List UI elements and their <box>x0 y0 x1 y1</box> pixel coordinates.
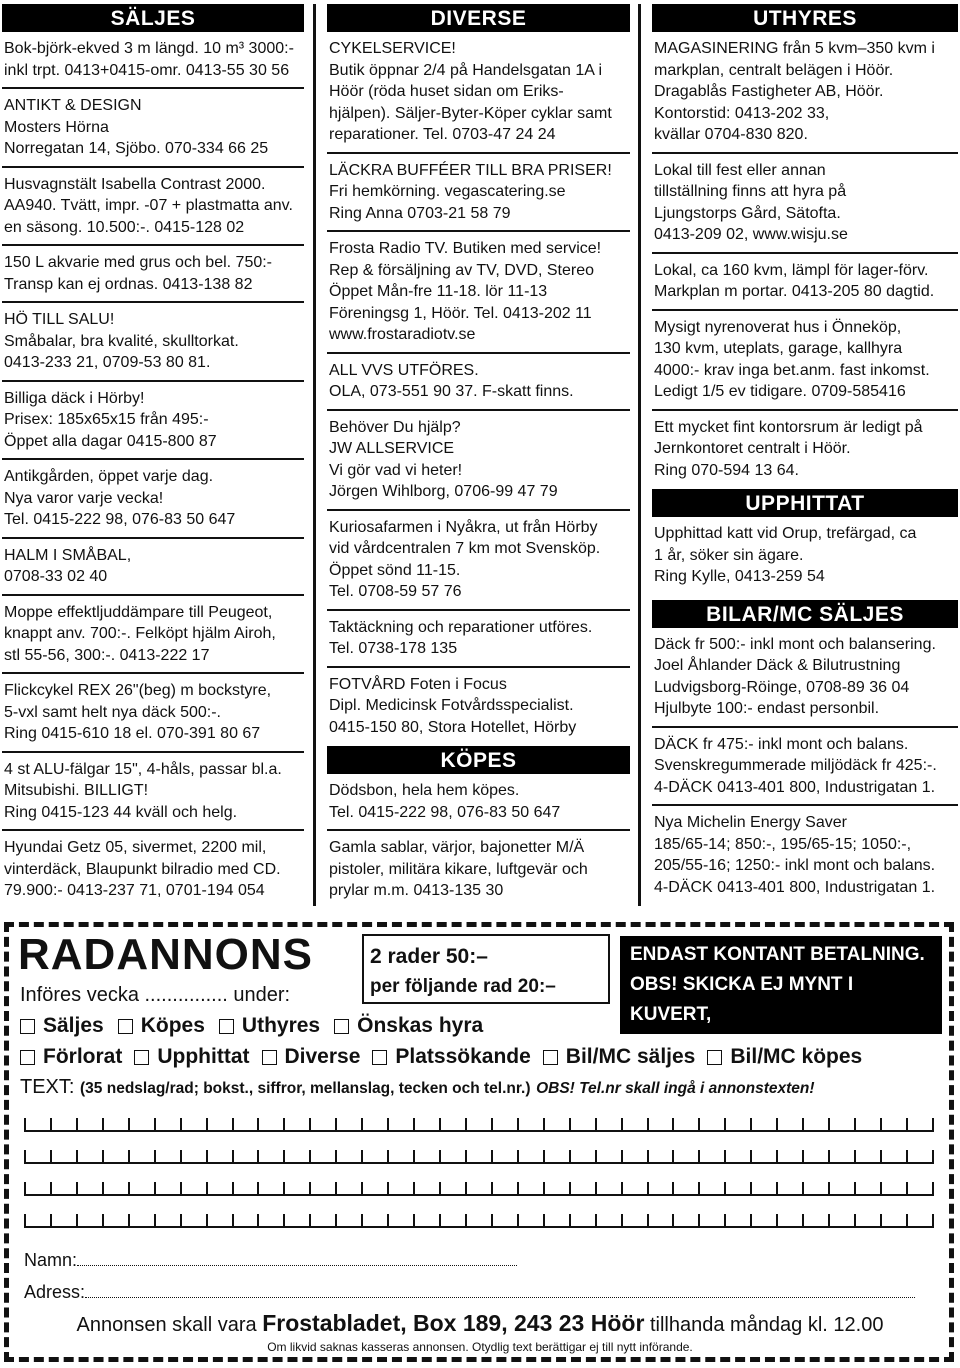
character-cell[interactable] <box>672 1150 698 1164</box>
category-label: Önskas hyra <box>357 1014 484 1037</box>
category-row <box>20 1045 862 1069</box>
classified-ad: HÖ TILL SALU! Småbalar, bra kvalité, skulltorkat. 0413-233 21, 0709-53 80 81. <box>2 303 304 382</box>
character-cell[interactable] <box>724 1150 750 1164</box>
character-cell[interactable] <box>335 1214 361 1228</box>
checkbox[interactable] <box>262 1050 277 1065</box>
submit-address: Frostabladet, Box 189, 243 23 Höör <box>262 1310 645 1336</box>
character-cell[interactable] <box>439 1182 465 1196</box>
character-cell[interactable] <box>76 1118 102 1132</box>
classified-ad: Lokal, ca 160 kvm, lämpl för lager-förv. Markplan m portar. 0413-205 80 dagtid. <box>652 254 958 311</box>
character-cell[interactable] <box>647 1182 673 1196</box>
character-cell[interactable] <box>543 1150 569 1164</box>
category-label: Förlorat <box>43 1045 123 1068</box>
category-row <box>20 1014 483 1038</box>
classified-ad: ALL VVS UTFÖRES. OLA, 073-551 90 37. F-skatt finns. <box>327 354 630 411</box>
character-cell[interactable] <box>621 1118 647 1132</box>
character-cell[interactable] <box>880 1150 906 1164</box>
character-cell[interactable] <box>465 1150 491 1164</box>
character-cell[interactable] <box>128 1182 154 1196</box>
character-cell[interactable] <box>413 1118 439 1132</box>
character-cell[interactable] <box>543 1214 569 1228</box>
checkbox[interactable] <box>334 1019 349 1034</box>
character-cell[interactable] <box>128 1118 154 1132</box>
notice-line: OBS! SKICKA EJ MYNT I KUVERT, <box>630 974 854 1025</box>
category-option[interactable] <box>334 1014 483 1038</box>
character-cell[interactable] <box>465 1182 491 1196</box>
character-cell[interactable] <box>154 1182 180 1196</box>
classified-ad: ANTIKT & DESIGN Mosters Hörna Norregatan 14, Sjöbo. 070-334 66 25 <box>2 89 304 168</box>
character-cell[interactable] <box>854 1214 880 1228</box>
character-cell[interactable] <box>698 1182 724 1196</box>
category-option[interactable] <box>134 1045 249 1069</box>
classified-ad: Antikgården, öppet varje dag. Nya varor varje vecka! Tel. 0415-222 98, 076-83 50 647 <box>2 460 304 539</box>
character-cell[interactable] <box>413 1182 439 1196</box>
character-cell[interactable] <box>569 1118 595 1132</box>
character-cell[interactable] <box>854 1182 880 1196</box>
character-cell[interactable] <box>232 1214 258 1228</box>
category-label: Köpes <box>140 1014 205 1037</box>
character-cell[interactable] <box>361 1150 387 1164</box>
character-cell[interactable] <box>517 1182 543 1196</box>
character-cell[interactable] <box>647 1150 673 1164</box>
character-cell[interactable] <box>621 1182 647 1196</box>
character-cell[interactable] <box>283 1214 309 1228</box>
text-entry-row[interactable] <box>24 1150 934 1164</box>
character-cell[interactable] <box>595 1214 621 1228</box>
classified-ad: 4 st ALU-fälgar 15", 4-håls, passar bl.a. Mitsubishi. BILLIGT! Ring 0415-123 44 kväll och helg. <box>2 753 304 832</box>
category-label: Uthyres <box>241 1014 321 1037</box>
section-heading-uthyres: UTHYRES <box>652 4 958 32</box>
character-cell[interactable] <box>24 1118 50 1132</box>
character-cell[interactable] <box>335 1118 361 1132</box>
text-entry-row[interactable] <box>24 1214 934 1228</box>
price-extra-row: per följande rad 20:– <box>370 976 556 997</box>
character-cell[interactable] <box>309 1214 335 1228</box>
character-cell[interactable] <box>102 1118 128 1132</box>
character-cell[interactable] <box>724 1182 750 1196</box>
classified-ad: Bok-björk-ekved 3 m längd. 10 m³ 3000:- inkl trpt. 0413+0415-omr. 0413-55 30 56 <box>2 32 304 89</box>
character-cell[interactable] <box>439 1214 465 1228</box>
character-cell[interactable] <box>102 1150 128 1164</box>
category-option[interactable] <box>543 1045 696 1069</box>
character-cell[interactable] <box>828 1150 854 1164</box>
category-label: Bil/MC köpes <box>730 1045 863 1068</box>
character-cell[interactable] <box>776 1182 802 1196</box>
character-cell[interactable] <box>595 1150 621 1164</box>
character-cell[interactable] <box>776 1118 802 1132</box>
character-cell[interactable] <box>647 1214 673 1228</box>
character-cell[interactable] <box>309 1118 335 1132</box>
character-cell[interactable] <box>76 1150 102 1164</box>
character-cell[interactable] <box>50 1182 76 1196</box>
character-cell[interactable] <box>387 1118 413 1132</box>
checkbox[interactable] <box>543 1050 558 1065</box>
address-label: Adress: <box>24 1282 86 1302</box>
character-cell[interactable] <box>387 1150 413 1164</box>
character-cell[interactable] <box>465 1214 491 1228</box>
character-cell[interactable] <box>569 1150 595 1164</box>
character-cell[interactable] <box>206 1182 232 1196</box>
character-cell[interactable] <box>906 1118 934 1132</box>
character-cell[interactable] <box>361 1182 387 1196</box>
category-option[interactable] <box>20 1014 104 1038</box>
character-cell[interactable] <box>491 1118 517 1132</box>
character-cell[interactable] <box>154 1214 180 1228</box>
character-cell[interactable] <box>724 1118 750 1132</box>
character-cell[interactable] <box>802 1150 828 1164</box>
character-cell[interactable] <box>854 1150 880 1164</box>
character-cell[interactable] <box>76 1214 102 1228</box>
text-instructions <box>20 1076 815 1099</box>
character-cell[interactable] <box>361 1214 387 1228</box>
character-cell[interactable] <box>180 1182 206 1196</box>
character-cell[interactable] <box>906 1214 934 1228</box>
category-option[interactable] <box>707 1045 862 1069</box>
category-label: Upphittat <box>157 1045 250 1068</box>
character-cell[interactable] <box>180 1214 206 1228</box>
character-cell[interactable] <box>517 1150 543 1164</box>
form-title: RADANNONS <box>18 930 313 979</box>
character-cell[interactable] <box>698 1118 724 1132</box>
classified-ad: LÄCKRA BUFFÉER TILL BRA PRISER! Fri hemkörning. vegascatering.se Ring Anna 0703-21 58 79 <box>327 154 630 233</box>
character-cell[interactable] <box>102 1214 128 1228</box>
character-cell[interactable] <box>569 1214 595 1228</box>
section-heading-diverse: DIVERSE <box>327 4 630 32</box>
payment-notice <box>620 936 942 1055</box>
character-cell[interactable] <box>180 1118 206 1132</box>
classified-ad: Billiga däck i Hörby! Prisex: 185x65x15 från 495:- Öppet alla dagar 0415-800 87 <box>2 382 304 461</box>
character-cell[interactable] <box>621 1214 647 1228</box>
character-cell[interactable] <box>335 1150 361 1164</box>
character-cell[interactable] <box>672 1182 698 1196</box>
character-cell[interactable] <box>802 1182 828 1196</box>
classified-ad: Gamla sablar, värjor, bajonetter M/Ä pistoler, militära kikare, luftgevär och prylar m.m. 0413-135 30 <box>329 839 588 899</box>
column-saljes <box>2 4 304 908</box>
character-cell[interactable] <box>880 1214 906 1228</box>
character-cell[interactable] <box>50 1214 76 1228</box>
character-cell[interactable] <box>50 1118 76 1132</box>
character-cell[interactable] <box>413 1214 439 1228</box>
checkbox[interactable] <box>20 1050 35 1065</box>
character-cell[interactable] <box>776 1150 802 1164</box>
classified-ad: Flickcykel REX 26"(beg) m bockstyre, 5-vxl samt helt nya däck 500:-. Ring 0415-610 18 el. 070-391 80 67 <box>2 674 304 753</box>
classified-ad: Ett mycket fint kontorsrum är ledigt på Jernkontoret centralt i Höör. Ring 070-594 13 64. <box>654 418 923 479</box>
character-cell[interactable] <box>439 1118 465 1132</box>
week-field[interactable]: Införes vecka ............... under: <box>20 984 291 1006</box>
character-cell[interactable] <box>24 1182 50 1196</box>
category-label: Bil/MC säljes <box>565 1045 696 1068</box>
category-label: Diverse <box>284 1045 361 1068</box>
classified-ad: Husvagnstält Isabella Contrast 2000. AA940. Tvätt, impr. -07 + plastmatta anv. en säsong. 10.500:-. 0415-128 02 <box>2 168 304 247</box>
character-cell[interactable] <box>491 1182 517 1196</box>
classified-ad: CYKELSERVICE! Butik öppnar 2/4 på Handelsgatan 1A i Höör (röda huset sidan om Eriks- hjälpen). Säljer-Byter-Köper cyklar samt reparationer. Tel. 0703-47 24 24 <box>327 32 630 154</box>
column-divider <box>313 4 316 906</box>
name-label: Namn: <box>24 1250 78 1270</box>
character-cell[interactable] <box>335 1182 361 1196</box>
character-cell[interactable] <box>776 1214 802 1228</box>
character-cell[interactable] <box>154 1118 180 1132</box>
price-box <box>362 934 610 1004</box>
classified-ad: Moppe effektljuddämpare till Peugeot, knappt anv. 700:-. Felköpt hjälm Airoh, stl 55-56, 300:-. 0413-222 17 <box>2 596 304 675</box>
character-cell[interactable] <box>206 1214 232 1228</box>
character-cell[interactable] <box>465 1118 491 1132</box>
text-obs: OBS! Tel.nr skall ingå i annonstexten! <box>536 1080 815 1097</box>
character-cell[interactable] <box>672 1118 698 1132</box>
character-cell[interactable] <box>491 1214 517 1228</box>
character-cell[interactable] <box>569 1182 595 1196</box>
category-option[interactable] <box>219 1014 320 1038</box>
submit-pre: Annonsen skall vara <box>76 1314 257 1336</box>
text-label: TEXT: <box>20 1076 75 1098</box>
character-cell[interactable] <box>283 1118 309 1132</box>
character-cell[interactable] <box>880 1182 906 1196</box>
character-cell[interactable] <box>543 1182 569 1196</box>
character-cell[interactable] <box>232 1182 258 1196</box>
character-cell[interactable] <box>750 1150 776 1164</box>
character-cell[interactable] <box>180 1150 206 1164</box>
character-cell[interactable] <box>283 1150 309 1164</box>
character-cell[interactable] <box>750 1214 776 1228</box>
checkbox[interactable] <box>372 1050 387 1065</box>
character-cell[interactable] <box>102 1182 128 1196</box>
section-heading-kopes: KÖPES <box>327 746 630 774</box>
submit-deadline: tillhanda måndag kl. 12.00 <box>649 1314 884 1336</box>
character-cell[interactable] <box>361 1118 387 1132</box>
text-entry-row[interactable] <box>24 1118 934 1132</box>
character-cell[interactable] <box>828 1182 854 1196</box>
character-cell[interactable] <box>828 1118 854 1132</box>
classified-ad: FOTVÅRD Foten i Focus Dipl. Medicinsk Fotvårdsspecialist. 0415-150 80, Stora Hotellet, Hörby <box>329 675 577 736</box>
category-label: Platssökande <box>395 1045 531 1068</box>
classified-ad: Lokal till fest eller annan tillställning finns att hyra på Ljungstorps Gård, Sätofta. 0413-209 02, www.wisju.se <box>652 154 958 254</box>
classified-ad: 150 L akvarie med grus och bel. 750:- Transp kan ej ordnas. 0413-138 82 <box>2 246 304 303</box>
classified-ad: DÄCK fr 475:- inkl mont och balans. Svenskregummerade miljödäck fr 425:-. 4-DÄCK 0413-401 800, Industrigatan 1. <box>652 728 958 807</box>
column-uthyres <box>652 4 958 904</box>
text-entry-row[interactable] <box>24 1182 934 1196</box>
character-cell[interactable] <box>257 1182 283 1196</box>
character-cell[interactable] <box>595 1182 621 1196</box>
character-cell[interactable] <box>154 1150 180 1164</box>
classified-ad: Taktäckning och reparationer utföres. Tel. 0738-178 135 <box>327 611 630 668</box>
character-cell[interactable] <box>880 1118 906 1132</box>
notice-line: ENDAST SEDLAR <box>630 1034 792 1055</box>
section-heading-saljes: SÄLJES <box>2 4 304 32</box>
character-cell[interactable] <box>257 1118 283 1132</box>
section-heading-upphittat: UPPHITTAT <box>652 489 958 517</box>
character-cell[interactable] <box>724 1214 750 1228</box>
character-cell[interactable] <box>698 1150 724 1164</box>
character-cell[interactable] <box>76 1182 102 1196</box>
character-cell[interactable] <box>232 1150 258 1164</box>
character-cell[interactable] <box>309 1182 335 1196</box>
classified-ad: Behöver Du hjälp? JW ALLSERVICE Vi gör vad vi heter! Jörgen Wihlborg, 0706-99 47 79 <box>327 411 630 511</box>
checkbox[interactable] <box>219 1019 234 1034</box>
character-cell[interactable] <box>413 1150 439 1164</box>
classified-ad: Däck fr 500:- inkl mont och balansering. Joel Åhlander Däck & Bilutrustning Ludvigsborg-Röinge, 0708-89 36 04 Hjulbyte 100:- endast personbil. <box>652 628 958 728</box>
classified-ad: Dödsbon, hela hem köpes. Tel. 0415-222 98, 076-83 50 647 <box>327 774 630 831</box>
category-option[interactable] <box>372 1045 530 1069</box>
character-cell[interactable] <box>439 1150 465 1164</box>
classified-ad: MAGASINERING från 5 kvm–350 kvm i markplan, centralt belägen i Höör. Dragablås Fastigheter AB, Höör. Kontorstid: 0413-202 33, kvällar 0704-830 820. <box>652 32 958 154</box>
column-divider <box>638 4 641 906</box>
character-cell[interactable] <box>491 1150 517 1164</box>
notice-line: ENDAST KONTANT BETALNING. <box>630 944 925 965</box>
checkbox[interactable] <box>707 1050 722 1065</box>
character-cell[interactable] <box>517 1214 543 1228</box>
classified-ad: HALM I SMÅBAL, 0708-33 02 40 <box>2 539 304 596</box>
checkbox[interactable] <box>134 1050 149 1065</box>
footnote: Om likvid saknas kasseras annonsen. Otydlig text berättigar ej till nytt införande. <box>267 1340 693 1354</box>
submission-info <box>0 1310 960 1337</box>
character-cell[interactable] <box>750 1118 776 1132</box>
category-option[interactable] <box>262 1045 361 1069</box>
character-cell[interactable] <box>802 1214 828 1228</box>
character-cell[interactable] <box>906 1182 934 1196</box>
address-field[interactable] <box>24 1282 915 1303</box>
character-cell[interactable] <box>50 1150 76 1164</box>
classified-ad: Upphittad katt vid Orup, trefärgad, ca 1 år, söker sin ägare. Ring Kylle, 0413-259 54 <box>654 525 917 585</box>
classified-ad: Nya Michelin Energy Saver 185/65-14; 850:-, 195/65-15; 1050:-, 205/55-16; 1250:- inkl mont och balans. 4-DÄCK 0413-401 800, Industrigatan 1. <box>654 814 936 896</box>
classified-ad: Hyundai Getz 05, sivermet, 2200 mil, vinterdäck, Blaupunkt bilradio med CD. 79.900:- 0413-237 71, 0701-194 054 <box>4 839 281 899</box>
column-diverse <box>327 4 630 908</box>
character-cell[interactable] <box>387 1182 413 1196</box>
character-cell[interactable] <box>128 1214 154 1228</box>
character-cell[interactable] <box>621 1150 647 1164</box>
category-option[interactable] <box>20 1045 122 1069</box>
character-cell[interactable] <box>257 1214 283 1228</box>
character-cell[interactable] <box>750 1182 776 1196</box>
category-label: Säljes <box>43 1014 104 1037</box>
character-cell[interactable] <box>309 1150 335 1164</box>
character-cell[interactable] <box>854 1118 880 1132</box>
checkbox[interactable] <box>118 1019 133 1034</box>
price-first-rows: 2 rader 50:– <box>370 945 488 968</box>
character-cell[interactable] <box>517 1118 543 1132</box>
character-cell[interactable] <box>698 1214 724 1228</box>
character-cell[interactable] <box>647 1118 673 1132</box>
classified-ad: Frosta Radio TV. Butiken med service! Rep & försäljning av TV, DVD, Stereo Öppet Mån-fre 11-18. lör 11-13 Föreningsg 1, Höör. Tel. 0413-202 11 www.frostaradiotv.se <box>327 232 630 354</box>
character-cell[interactable] <box>24 1214 50 1228</box>
classified-ad: Kuriosafarmen i Nyåkra, ut från Hörby vid vårdcentralen 7 km mot Svensköp. Öppet sönd 11-15. Tel. 0708-59 57 76 <box>327 511 630 611</box>
text-hint: (35 nedslag/rad; bokst., siffror, mellanslag, tecken och tel.nr.) <box>80 1080 531 1097</box>
character-cell[interactable] <box>672 1214 698 1228</box>
character-cell[interactable] <box>283 1182 309 1196</box>
character-cell[interactable] <box>128 1150 154 1164</box>
character-cell[interactable] <box>387 1214 413 1228</box>
section-heading-bilar-mc: BILAR/MC SÄLJES <box>652 600 958 628</box>
character-cell[interactable] <box>543 1118 569 1132</box>
category-option[interactable] <box>118 1014 205 1038</box>
character-cell[interactable] <box>206 1150 232 1164</box>
character-cell[interactable] <box>206 1118 232 1132</box>
character-cell[interactable] <box>232 1118 258 1132</box>
character-cell[interactable] <box>828 1214 854 1228</box>
classified-ad: Mysigt nyrenoverat hus i Önneköp, 130 kvm, uteplats, garage, kallhyra 4000:- krav inga bet.anm. fast inkomst. Ledigt 1/5 ev tidigare. 0709-585416 <box>652 311 958 411</box>
character-cell[interactable] <box>595 1118 621 1132</box>
character-cell[interactable] <box>257 1150 283 1164</box>
character-cell[interactable] <box>24 1150 50 1164</box>
checkbox[interactable] <box>20 1019 35 1034</box>
character-cell[interactable] <box>906 1150 934 1164</box>
name-field[interactable] <box>24 1250 517 1271</box>
character-cell[interactable] <box>802 1118 828 1132</box>
